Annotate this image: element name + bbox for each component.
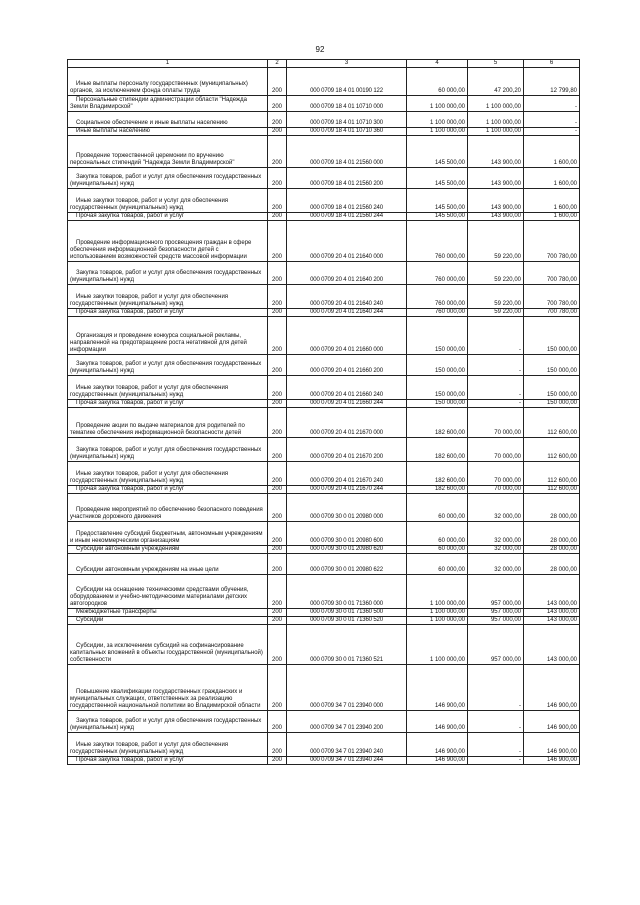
cell-approved-plan: 182 600,00 (407, 438, 468, 462)
cell-executed: 957 000,00 (468, 617, 524, 625)
cell-admin-code: 200 (268, 733, 287, 757)
cell-unexecuted: 1 600,00 (524, 189, 580, 213)
cell-approved-plan: 145 500,00 (407, 213, 468, 221)
cell-budget-code: 000 0709 30 0 01 20980 620 (287, 546, 407, 554)
cell-executed: 143 900,00 (468, 168, 524, 189)
table-row (68, 711, 580, 733)
table-row (68, 128, 580, 136)
cell-name: Закупка товаров, работ и услуг для обеспечения государственных (муниципальных) нужд (68, 355, 268, 376)
cell-admin-code: 200 (268, 625, 287, 665)
page-number: 92 (315, 45, 325, 54)
cell-budget-code: 000 0709 18 4 01 10710 360 (287, 128, 407, 136)
cell-admin-code: 200 (268, 609, 287, 617)
cell-unexecuted: 143 000,00 (524, 575, 580, 609)
cell-approved-plan: 60 000,00 (407, 522, 468, 546)
table-row (68, 486, 580, 494)
cell-budget-code: 000 0709 18 4 01 10710 000 (287, 96, 407, 112)
cell-budget-code: 000 0709 18 4 01 21560 244 (287, 213, 407, 221)
cell-budget-code: 000 0709 30 0 01 71360 520 (287, 617, 407, 625)
cell-name: Иные выплаты населению (68, 128, 268, 136)
cell-admin-code: 200 (268, 462, 287, 486)
cell-budget-code: 000 0709 20 4 01 21640 200 (287, 262, 407, 285)
cell-unexecuted: 700 780,00 (524, 262, 580, 285)
cell-name: Закупка товаров, работ и услуг для обеспечения государственных (муниципальных) нужд (68, 262, 268, 285)
table-row (68, 168, 580, 189)
table-row (68, 757, 580, 765)
cell-executed: - (468, 400, 524, 408)
cell-name: Субсидии автономным учреждениям (68, 546, 268, 554)
cell-executed: 1 100 000,00 (468, 96, 524, 112)
cell-executed: 32 000,00 (468, 494, 524, 522)
cell-admin-code: 200 (268, 168, 287, 189)
cell-name: Иные закупки товаров, работ и услуг для обеспечения государственных (муниципальных) нужд (68, 733, 268, 757)
cell-budget-code: 000 0709 30 0 01 71360 521 (287, 625, 407, 665)
cell-executed: 1 100 000,00 (468, 112, 524, 128)
cell-approved-plan: 60 000,00 (407, 68, 468, 96)
cell-budget-code: 000 0709 20 4 01 21670 200 (287, 438, 407, 462)
cell-executed: 32 000,00 (468, 546, 524, 554)
cell-budget-code: 000 0709 20 4 01 21670 000 (287, 408, 407, 438)
cell-admin-code: 200 (268, 554, 287, 575)
cell-admin-code: 200 (268, 408, 287, 438)
cell-unexecuted: 146 900,00 (524, 757, 580, 765)
cell-admin-code: 200 (268, 136, 287, 168)
cell-name: Организация и проведение конкурса социальной рекламы, направленной на предотвращение роста негативной для детей информации (68, 317, 268, 355)
cell-approved-plan: 145 500,00 (407, 168, 468, 189)
cell-admin-code: 200 (268, 494, 287, 522)
cell-executed: 59 220,00 (468, 309, 524, 317)
cell-approved-plan: 146 900,00 (407, 711, 468, 733)
cell-approved-plan: 146 900,00 (407, 757, 468, 765)
cell-approved-plan: 150 000,00 (407, 376, 468, 400)
cell-unexecuted: - (524, 128, 580, 136)
cell-unexecuted: 112 600,00 (524, 486, 580, 494)
cell-name: Закупка товаров, работ и услуг для обеспечения государственных (муниципальных) нужд (68, 711, 268, 733)
cell-name: Социальное обеспечение и иные выплаты населению (68, 112, 268, 128)
cell-budget-code: 000 0709 34 7 01 23940 200 (287, 711, 407, 733)
cell-approved-plan: 1 100 000,00 (407, 617, 468, 625)
column-header-5: 5 (468, 60, 524, 68)
table-row (68, 494, 580, 522)
cell-executed: 59 220,00 (468, 262, 524, 285)
cell-budget-code: 000 0709 34 7 01 23940 240 (287, 733, 407, 757)
cell-approved-plan: 150 000,00 (407, 355, 468, 376)
cell-admin-code: 200 (268, 617, 287, 625)
header-row (68, 60, 580, 68)
cell-executed: 59 220,00 (468, 221, 524, 262)
cell-budget-code: 000 0709 20 4 01 21640 244 (287, 309, 407, 317)
table-row (68, 625, 580, 665)
cell-approved-plan: 146 900,00 (407, 665, 468, 711)
column-header-6: 6 (524, 60, 580, 68)
cell-name: Проведение торжественной церемонии по вручению персональных стипендий "Надежда Земли Владимирской" (68, 136, 268, 168)
table-row (68, 96, 580, 112)
cell-name: Субсидии, за исключением субсидий на софинансирование капитальных вложений в объекты государственной (муниципальной) собственности (68, 625, 268, 665)
cell-executed: 47 200,20 (468, 68, 524, 96)
cell-unexecuted: 112 600,00 (524, 462, 580, 486)
column-header-1: 1 (68, 60, 268, 68)
cell-approved-plan: 760 000,00 (407, 309, 468, 317)
cell-executed: 143 900,00 (468, 136, 524, 168)
cell-approved-plan: 1 100 000,00 (407, 128, 468, 136)
cell-admin-code: 200 (268, 285, 287, 309)
cell-admin-code: 200 (268, 128, 287, 136)
cell-budget-code: 000 0709 20 4 01 21660 000 (287, 317, 407, 355)
cell-budget-code: 000 0709 18 4 01 21560 000 (287, 136, 407, 168)
cell-name: Персональные стипендии администрации области "Надежда Земли Владимирской" (68, 96, 268, 112)
cell-executed: - (468, 665, 524, 711)
table-row (68, 400, 580, 408)
cell-name: Прочая закупка товаров, работ и услуг (68, 486, 268, 494)
cell-executed: 70 000,00 (468, 462, 524, 486)
cell-unexecuted: 146 900,00 (524, 711, 580, 733)
cell-budget-code: 000 0709 30 0 01 71360 000 (287, 575, 407, 609)
cell-approved-plan: 760 000,00 (407, 285, 468, 309)
cell-name: Прочая закупка товаров, работ и услуг (68, 400, 268, 408)
cell-executed: 70 000,00 (468, 408, 524, 438)
cell-name: Проведение мероприятий по обеспечению безопасного поведения участников дорожного движения (68, 494, 268, 522)
cell-unexecuted: 150 000,00 (524, 355, 580, 376)
cell-unexecuted: 143 000,00 (524, 617, 580, 625)
cell-executed: 957 000,00 (468, 575, 524, 609)
table-row (68, 112, 580, 128)
table-row (68, 189, 580, 213)
table-row (68, 462, 580, 486)
cell-approved-plan: 145 500,00 (407, 136, 468, 168)
cell-budget-code: 000 0709 34 7 01 23940 244 (287, 757, 407, 765)
cell-approved-plan: 60 000,00 (407, 554, 468, 575)
cell-budget-code: 000 0709 30 0 01 20980 600 (287, 522, 407, 546)
cell-unexecuted: 28 000,00 (524, 546, 580, 554)
cell-name: Повышение квалификации государственных гражданских и муниципальных служащих, ответственных за реализацию государственной национальной политики во Владимирской области (68, 665, 268, 711)
table-row (68, 213, 580, 221)
cell-name: Проведение акции по выдаче материалов для родителей по тематике обеспечения информационной безопасности детей (68, 408, 268, 438)
cell-executed: 32 000,00 (468, 554, 524, 575)
cell-unexecuted: 28 000,00 (524, 554, 580, 575)
cell-admin-code: 200 (268, 213, 287, 221)
cell-budget-code: 000 0709 18 4 01 21560 200 (287, 168, 407, 189)
cell-name: Иные закупки товаров, работ и услуг для обеспечения государственных (муниципальных) нужд (68, 189, 268, 213)
cell-budget-code: 000 0709 20 4 01 21640 000 (287, 221, 407, 262)
cell-unexecuted: 700 780,00 (524, 285, 580, 309)
cell-admin-code: 200 (268, 438, 287, 462)
cell-name: Прочая закупка товаров, работ и услуг (68, 213, 268, 221)
cell-budget-code: 000 0709 34 7 01 23940 000 (287, 665, 407, 711)
cell-unexecuted: 1 600,00 (524, 213, 580, 221)
cell-admin-code: 200 (268, 546, 287, 554)
cell-unexecuted: 146 900,00 (524, 733, 580, 757)
table-row (68, 355, 580, 376)
cell-approved-plan: 760 000,00 (407, 221, 468, 262)
table-row (68, 665, 580, 711)
table-row (68, 575, 580, 609)
cell-admin-code: 200 (268, 711, 287, 733)
cell-executed: 957 000,00 (468, 609, 524, 617)
cell-unexecuted: 12 799,80 (524, 68, 580, 96)
cell-name: Закупка товаров, работ и услуг для обеспечения государственных (муниципальных) нужд (68, 438, 268, 462)
cell-unexecuted: 112 600,00 (524, 438, 580, 462)
cell-admin-code: 200 (268, 355, 287, 376)
cell-unexecuted: 150 000,00 (524, 376, 580, 400)
cell-executed: - (468, 733, 524, 757)
table-row (68, 609, 580, 617)
table-row (68, 522, 580, 546)
cell-executed: - (468, 317, 524, 355)
column-header-3: 3 (287, 60, 407, 68)
cell-name: Закупка товаров, работ и услуг для обеспечения государственных (муниципальных) нужд (68, 168, 268, 189)
cell-name: Предоставление субсидий бюджетным, автономным учреждениям и иным некоммерческим организациям (68, 522, 268, 546)
cell-admin-code: 200 (268, 400, 287, 408)
table-row (68, 733, 580, 757)
cell-budget-code: 000 0709 20 4 01 21660 200 (287, 355, 407, 376)
cell-executed: - (468, 376, 524, 400)
cell-executed: 70 000,00 (468, 486, 524, 494)
column-header-2: 2 (268, 60, 287, 68)
cell-executed: 957 000,00 (468, 625, 524, 665)
cell-admin-code: 200 (268, 309, 287, 317)
cell-approved-plan: 146 900,00 (407, 733, 468, 757)
table-row (68, 408, 580, 438)
budget-table (67, 59, 580, 765)
cell-name: Прочая закупка товаров, работ и услуг (68, 757, 268, 765)
cell-unexecuted: 1 600,00 (524, 168, 580, 189)
cell-name: Межбюджетные трансферты (68, 609, 268, 617)
cell-budget-code: 000 0709 18 4 01 10710 300 (287, 112, 407, 128)
cell-unexecuted: 150 000,00 (524, 317, 580, 355)
cell-approved-plan: 150 000,00 (407, 317, 468, 355)
cell-budget-code: 000 0709 20 4 01 21660 240 (287, 376, 407, 400)
cell-budget-code: 000 0709 30 0 01 20980 622 (287, 554, 407, 575)
cell-approved-plan: 1 100 000,00 (407, 609, 468, 617)
cell-unexecuted: - (524, 112, 580, 128)
table-row (68, 136, 580, 168)
cell-budget-code: 000 0709 20 4 01 21670 240 (287, 462, 407, 486)
cell-unexecuted: 28 000,00 (524, 522, 580, 546)
cell-approved-plan: 1 100 000,00 (407, 96, 468, 112)
cell-name: Субсидии автономным учреждениям на иные цели (68, 554, 268, 575)
cell-admin-code: 200 (268, 665, 287, 711)
cell-approved-plan: 182 600,00 (407, 486, 468, 494)
cell-executed: - (468, 355, 524, 376)
cell-approved-plan: 1 100 000,00 (407, 575, 468, 609)
table-row (68, 546, 580, 554)
cell-name: Иные закупки товаров, работ и услуг для обеспечения государственных (муниципальных) нужд (68, 376, 268, 400)
cell-admin-code: 200 (268, 96, 287, 112)
table-row (68, 309, 580, 317)
cell-budget-code: 000 0709 18 4 01 21560 240 (287, 189, 407, 213)
cell-approved-plan: 145 500,00 (407, 189, 468, 213)
cell-name: Иные выплаты персоналу государственных (муниципальных) органов, за исключением фонда оплаты труда (68, 68, 268, 96)
cell-unexecuted: 143 000,00 (524, 625, 580, 665)
cell-unexecuted: 28 000,00 (524, 494, 580, 522)
cell-name: Иные закупки товаров, работ и услуг для обеспечения государственных (муниципальных) нужд (68, 462, 268, 486)
cell-approved-plan: 60 000,00 (407, 494, 468, 522)
cell-approved-plan: 760 000,00 (407, 262, 468, 285)
cell-admin-code: 200 (268, 112, 287, 128)
cell-executed: - (468, 711, 524, 733)
table-row (68, 68, 580, 96)
cell-approved-plan: 60 000,00 (407, 546, 468, 554)
cell-name: Прочая закупка товаров, работ и услуг (68, 309, 268, 317)
cell-unexecuted: 700 780,00 (524, 221, 580, 262)
cell-budget-code: 000 0709 30 0 01 71360 500 (287, 609, 407, 617)
cell-approved-plan: 1 100 000,00 (407, 112, 468, 128)
cell-approved-plan: 182 600,00 (407, 408, 468, 438)
cell-approved-plan: 1 100 000,00 (407, 625, 468, 665)
cell-budget-code: 000 0709 30 0 01 20980 000 (287, 494, 407, 522)
cell-unexecuted: 150 000,00 (524, 400, 580, 408)
cell-admin-code: 200 (268, 376, 287, 400)
cell-executed: 32 000,00 (468, 522, 524, 546)
table-row (68, 438, 580, 462)
cell-executed: 59 220,00 (468, 285, 524, 309)
cell-admin-code: 200 (268, 317, 287, 355)
cell-unexecuted: - (524, 96, 580, 112)
cell-name: Проведение информационного просвещения граждан в сфере обеспечения информационной безопасности детей с использованием возможностей средств массовой информации (68, 221, 268, 262)
cell-executed: 70 000,00 (468, 438, 524, 462)
cell-admin-code: 200 (268, 522, 287, 546)
cell-budget-code: 000 0709 20 4 01 21640 240 (287, 285, 407, 309)
cell-budget-code: 000 0709 20 4 01 21660 244 (287, 400, 407, 408)
cell-executed: - (468, 757, 524, 765)
cell-admin-code: 200 (268, 68, 287, 96)
column-header-4: 4 (407, 60, 468, 68)
cell-admin-code: 200 (268, 221, 287, 262)
cell-unexecuted: 112 600,00 (524, 408, 580, 438)
cell-admin-code: 200 (268, 575, 287, 609)
cell-name: Субсидии (68, 617, 268, 625)
table-row (68, 554, 580, 575)
table-row (68, 262, 580, 285)
table-row (68, 317, 580, 355)
cell-budget-code: 000 0709 20 4 01 21670 244 (287, 486, 407, 494)
cell-approved-plan: 150 000,00 (407, 400, 468, 408)
cell-unexecuted: 143 000,00 (524, 609, 580, 617)
cell-admin-code: 200 (268, 189, 287, 213)
cell-executed: 143 900,00 (468, 213, 524, 221)
cell-approved-plan: 182 600,00 (407, 462, 468, 486)
cell-name: Иные закупки товаров, работ и услуг для обеспечения государственных (муниципальных) нужд (68, 285, 268, 309)
cell-unexecuted: 146 900,00 (524, 665, 580, 711)
cell-budget-code: 000 0709 18 4 01 00190 122 (287, 68, 407, 96)
cell-unexecuted: 700 780,00 (524, 309, 580, 317)
cell-admin-code: 200 (268, 262, 287, 285)
cell-admin-code: 200 (268, 757, 287, 765)
table-row (68, 376, 580, 400)
table-row (68, 285, 580, 309)
table-row (68, 617, 580, 625)
cell-executed: 143 900,00 (468, 189, 524, 213)
cell-name: Субсидии на оснащение техническими средствами обучения, оборудованием и учебно-методическими материалами детских автогородков (68, 575, 268, 609)
cell-unexecuted: 1 600,00 (524, 136, 580, 168)
cell-admin-code: 200 (268, 486, 287, 494)
cell-executed: 1 100 000,00 (468, 128, 524, 136)
table-body (68, 68, 580, 765)
table-row (68, 221, 580, 262)
